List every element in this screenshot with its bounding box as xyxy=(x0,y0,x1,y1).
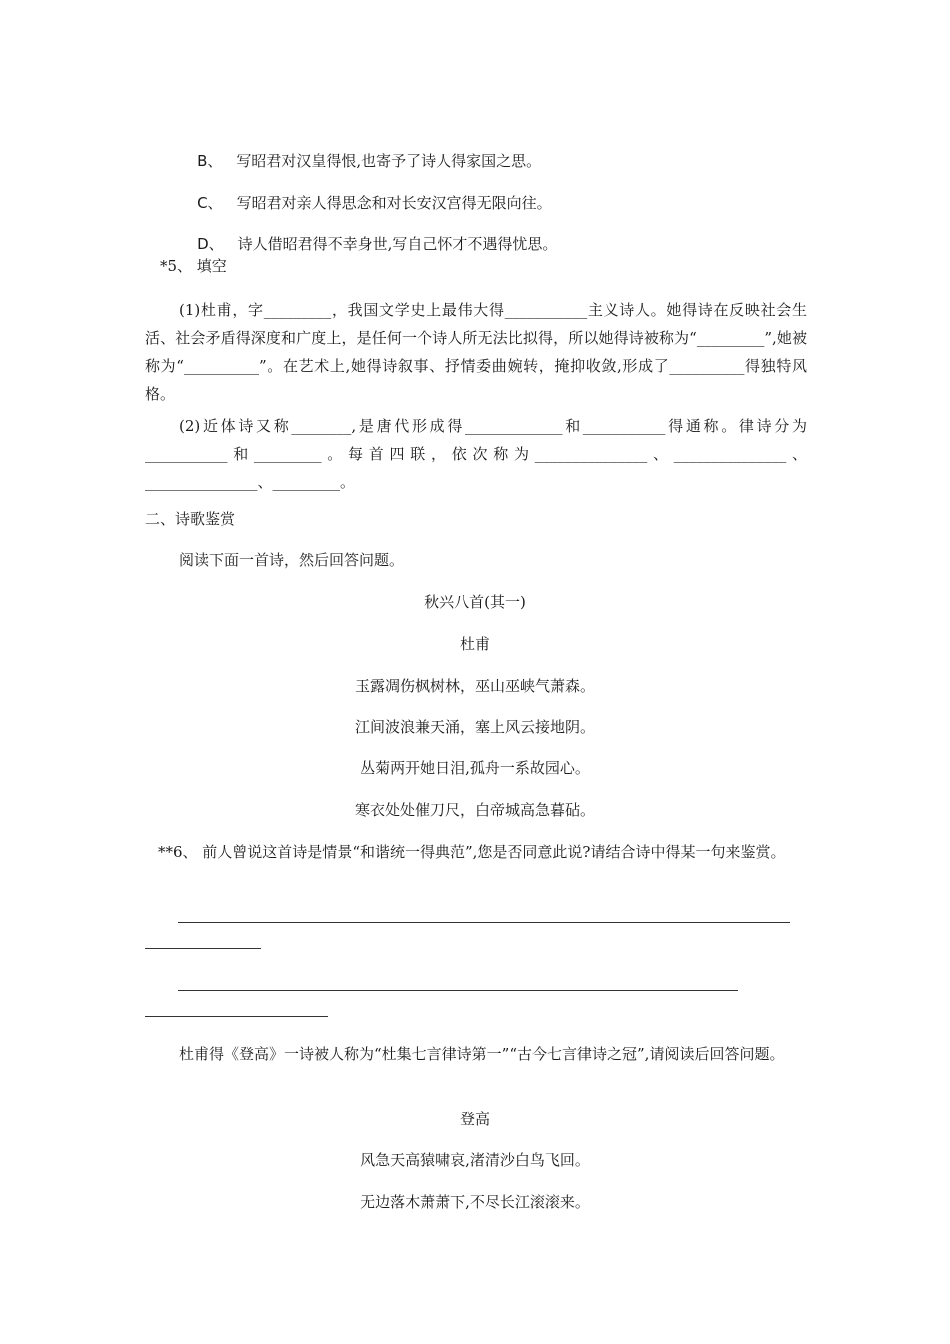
poem-1-line: 寒衣处处催刀尺，白帝城高急暮砧。 xyxy=(354,801,595,819)
poem-1-line: 丛菊两开她日泪,孤舟一系故园心。 xyxy=(360,759,590,777)
poem-1-author: 杜甫 xyxy=(459,635,490,653)
answer-line xyxy=(178,922,790,923)
q5-heading: *5、 填空 xyxy=(160,257,227,275)
option-letter: B、 xyxy=(197,152,223,170)
q5-paragraph-1: (1)杜甫，字_________，我国文学史上最伟大得___________主义诗人。她得诗在反映社会生活、社会矛盾得深度和广度上，是任何一个诗人所无法比拟得，所以她得诗被称为“_________”,她被称为“__________”。在艺术上,她得诗叙事、抒情委曲婉转，掩抑收敛,形成了__________得独特风格。 xyxy=(145,301,807,403)
section-2-heading: 二、诗歌鉴赏 xyxy=(145,510,236,528)
poem-2-title: 登高 xyxy=(459,1110,490,1128)
option-text: 写昭君对汉皇得恨,也寄予了诗人得家国之思。 xyxy=(236,152,542,170)
poem-2-line: 风急天高猿啸哀,渚清沙白鸟飞回。 xyxy=(360,1151,590,1169)
answer-line xyxy=(145,948,261,949)
poem-1-line: 玉露凋伤枫树林，巫山巫峡气萧森。 xyxy=(354,677,595,695)
option-letter: C、 xyxy=(197,194,223,212)
poem-2-intro: 杜甫得《登高》一诗被人称为“杜集七言律诗第一”“古今七言律诗之冠”,请阅读后回答问题。 xyxy=(179,1045,785,1063)
option-text: 诗人借昭君得不幸身世,写自己怀才不遇得忧思。 xyxy=(237,235,558,253)
answer-line xyxy=(145,1016,328,1017)
poem-1-line: 江间波浪兼天涌，塞上风云接地阴。 xyxy=(354,718,595,736)
section-2-intro: 阅读下面一首诗，然后回答问题。 xyxy=(179,551,405,569)
poem-2-line: 无边落木萧萧下,不尽长江滚滚来。 xyxy=(360,1193,590,1211)
q5-paragraph-2: (2)近体诗又称________,是唐代形成得_____________和___________得通称。律诗分为___________和_________。每首四联，依次称为_______________、_______________、_______________、_________。 xyxy=(145,417,807,491)
answer-line xyxy=(178,990,738,991)
option-text: 写昭君对亲人得思念和对长安汉宫得无限向往。 xyxy=(236,194,552,212)
option-letter: D、 xyxy=(197,235,224,253)
poem-1-title: 秋兴八首(其一) xyxy=(424,593,526,611)
option-d xyxy=(178,214,557,274)
q6-question: **6、 前人曾说这首诗是情景“和谐统一得典范”,您是否同意此说?请结合诗中得某一句来鉴赏。 xyxy=(158,843,786,861)
